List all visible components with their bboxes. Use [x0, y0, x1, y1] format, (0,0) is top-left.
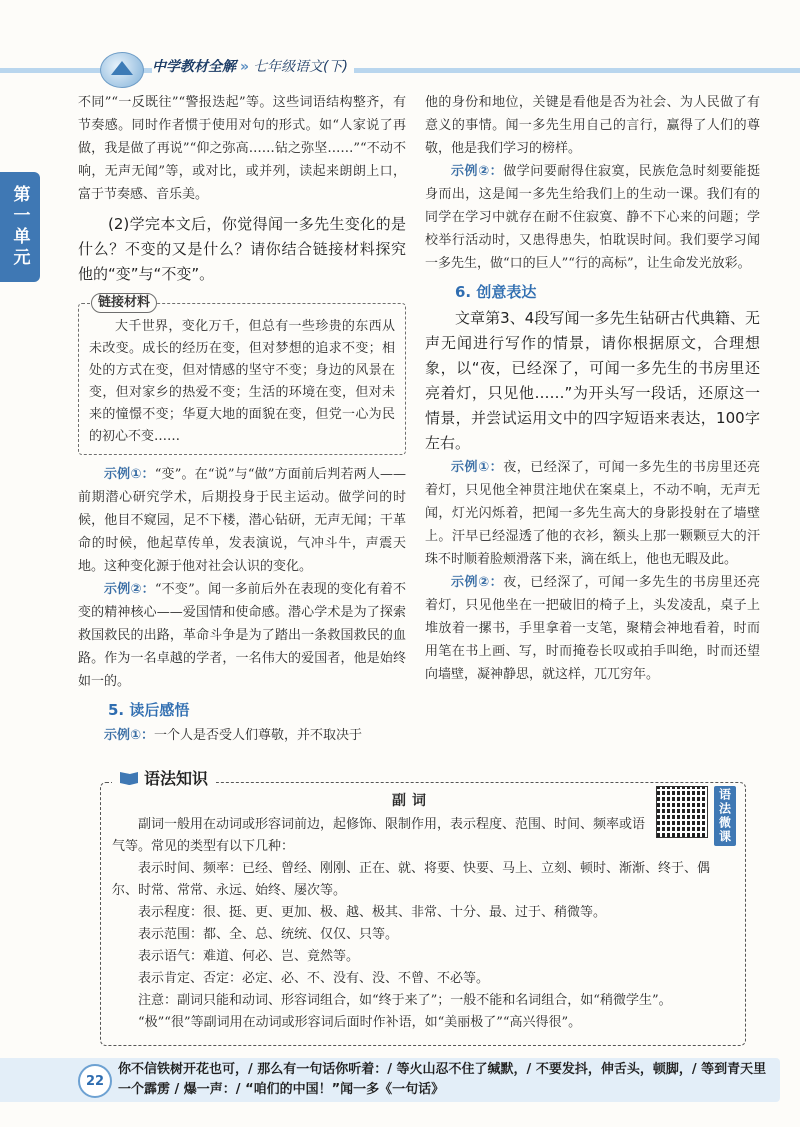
page-number: 22: [78, 1064, 112, 1098]
grammar-item: 表示程度：很、挺、更、更加、极、越、极其、非常、十分、最、过于、稍微等。: [138, 905, 607, 920]
grammar-title-text: 语法知识: [144, 769, 209, 788]
grammar-intro: 副词一般用在动词或形容词前边，起修饰、限制作用，表示程度、范围、时间、频率或语气等。常见的类型有以下几种：: [112, 817, 646, 854]
question-2: (2)学完本文后，你觉得闻一多先生变化的是什么？不变的又是什么？请你结合链接材料探究他的“变”与“不变”。: [78, 215, 406, 283]
paragraph: 不同”“一反既往”“警报迭起”等。这些词语结构整齐，有节奏感。同时作者惯于使用对句的形式。如“人家说了再做，我是做了再说”“仰之弥高……钻之弥坚……”“不动不响，无声无闻”等，或对比，或并列，读起来朗朗上口，富于节奏感、音乐美。: [78, 95, 406, 202]
grammar-item: 表示语气：难道、何必、岂、竟然等。: [138, 949, 360, 964]
header-title: [152, 56, 354, 76]
example-text: 夜，已经深了，可闻一多先生的书房里还亮着灯，只见他坐在一把破旧的椅子上，头发凌乱，桌子上堆放着一摞书，手里拿着一支笔，聚精会神地看着，时而用笔在书上画、写，时而掩卷长叹或拍手叫绝，时而还望向墙壁，凝神静思，就这样，兀兀穷年。: [425, 575, 760, 682]
example-2: [78, 578, 406, 693]
section-6-heading: 6. 创意表达: [455, 283, 537, 301]
example-text: 一个人是否受人们尊敬，并不取决于: [154, 728, 363, 743]
link-material-tag: 链接材料: [91, 293, 157, 313]
grammar-title: [112, 766, 216, 789]
example-label: 示例②：: [451, 575, 504, 590]
example-label: 示例①：: [451, 460, 504, 475]
book-subtitle: 七年级语文(下): [253, 59, 348, 75]
example-label: 示例②：: [104, 582, 155, 597]
example-label: 示例②：: [451, 164, 504, 179]
link-material-box: [78, 295, 406, 455]
footer-poem: 你不信铁树开花也可，/ 那么有一句话你听着：/ 等火山忍不住了缄默，/ 不要发抖，伸舌头，顿脚，/ 等到青天里一个霹雳 / 爆一声：/ “咱们的中国！”闻一多《一句话》: [118, 1062, 767, 1097]
grammar-note: “极”“很”等副词用在动词或形容词后面时作补语，如“美丽极了”“高兴得很”。: [138, 1015, 582, 1030]
example-text: “不变”。闻一多前后外在表现的变化有着不变的精神核心——爱国情和使命感。潜心学术是为了探索救国救民的出路，革命斗争是为了踏出一条救国救民的血路。作为一名卓越的学者，一名伟大的爱国者，他是始终如一的。: [78, 582, 406, 689]
unit-tab: 第一单元: [0, 172, 40, 282]
example-text: “变”。在“说”与“做”方面前后判若两人——前期潜心研究学术，后期投身于民主运动。做学问的时候，他目不窥园，足不下楼，潜心钻研，无声无闻；干革命的时候，他起草传单，发表演说，气冲斗牛，声震天地。这种变化源于他对社会认识的变化。: [78, 467, 406, 574]
example-1: [78, 463, 406, 578]
link-material-text: 大千世界，变化万千，但总有一些珍贵的东西从未改变。成长的经历在变，但对梦想的追求不变；相处的方式在变，但对情感的坚守不变；身边的风景在变，但对家乡的热爱不变；生活的环境在变，但对未来的憧憬不变；华夏大地的面貌在变，但党一心为民的初心不变……: [89, 319, 395, 444]
book-icon: [120, 772, 138, 785]
page-header: [0, 48, 800, 92]
example-text: 夜，已经深了，可闻一多先生的书房里还亮着灯，只见他全神贯注地伏在案桌上，不动不响，无声无闻，灯光闪烁着，把闻一多先生高大的身影投射在了墙壁上。汗早已经湿透了他的衣衫，额头上那一颗颗豆大的汗珠不时顺着脸颊滑落下来，滴在纸上，他也无暇及此。: [425, 460, 760, 567]
grammar-note: 注意：副词只能和动词、形容词组合，如“终于来了”；一般不能和名词组合，如“稍微学生”。: [138, 993, 672, 1008]
brand-name: 中学教材全解: [152, 59, 236, 75]
writing-task: 文章第3、4段写闻一多先生钻研古代典籍、无声无闻进行写作的情景，请你根据原文，合理想象，以“夜，已经深了，可闻一多先生的书房里还亮着灯，只见他……”为开头写一段话，还原这一情景，并尝试运用文中的四字短语来表达，100字左右。: [425, 309, 760, 452]
example-label: 示例①：: [104, 467, 155, 482]
header-separator: »: [240, 59, 250, 75]
grammar-item: 表示时间、频率：已经、曾经、刚刚、正在、就、将要、快要、马上、立刻、顿时、渐渐、终于、偶尔、时常、常常、永远、始终、屡次等。: [112, 861, 711, 898]
example-3: [78, 724, 406, 747]
paragraph: 他的身份和地位，关键是看他是否为社会、为人民做了有意义的事情。闻一多先生用自己的言行，赢得了人们的尊敬，他是我们学习的榜样。: [425, 95, 760, 156]
micro-lesson-label[interactable]: 语法微课: [714, 786, 736, 846]
grammar-item: 表示范围：都、全、总、统统、仅仅、只等。: [138, 927, 399, 942]
grammar-content: [112, 790, 712, 1034]
example-text: 做学问要耐得住寂寞，民族危急时刻要能挺身而出，这是闻一多先生给我们上的生动一课。我们有的同学在学习中就存在耐不住寂寞、静不下心来的问题；学校举行活动时，又患得患失，怕耽误时间。我们要学习闻一多先生，做“口的巨人”“行的高标”，让生命发光放彩。: [425, 164, 760, 271]
book-logo-icon: [100, 52, 144, 88]
grammar-item: 表示肯定、否定：必定、必、不、没有、没、不曾、不必等。: [138, 971, 490, 986]
page-footer: [0, 1050, 800, 1102]
section-5-heading: 5. 读后感悟: [108, 701, 190, 719]
right-column: [425, 91, 760, 686]
grammar-heading: 副词: [392, 793, 432, 809]
example-6: [425, 571, 760, 686]
left-column: [78, 91, 406, 747]
example-5: [425, 456, 760, 571]
example-4: [425, 160, 760, 275]
example-label: 示例①：: [104, 728, 155, 743]
